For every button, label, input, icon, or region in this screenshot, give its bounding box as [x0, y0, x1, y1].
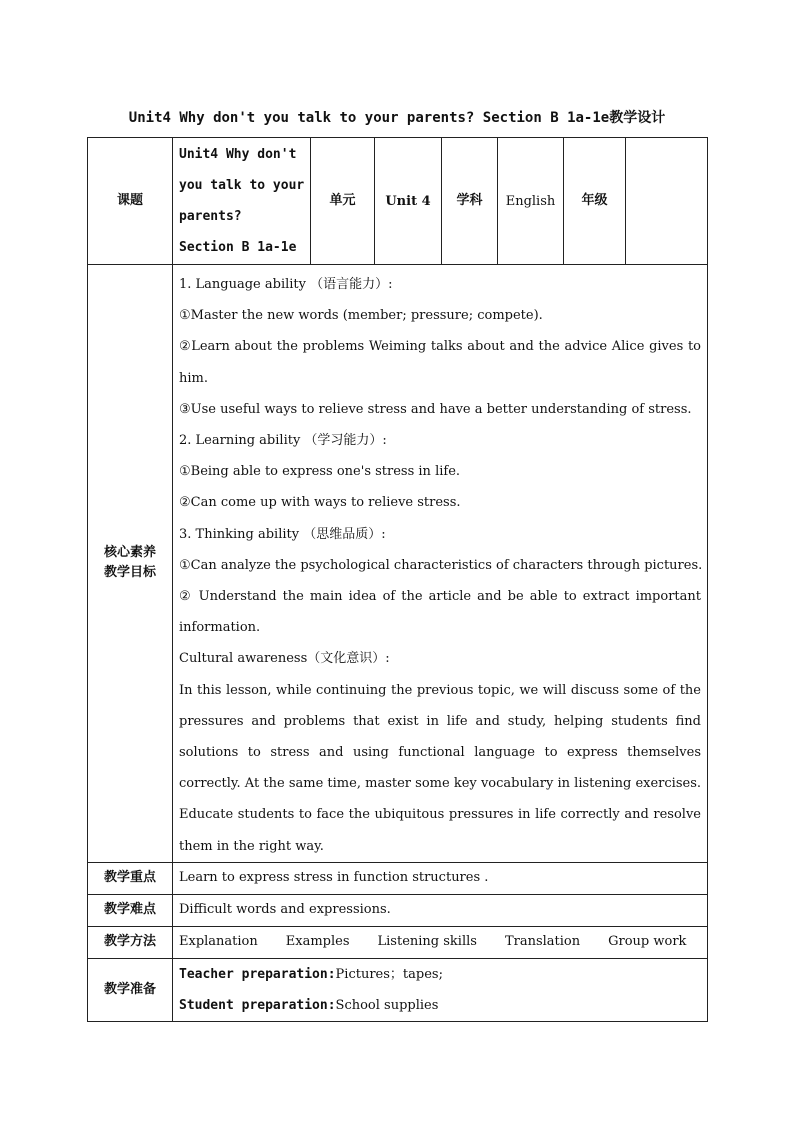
objective-item: ①Master the new words (member; pressure; compete). — [179, 308, 543, 324]
topic-line: parents? — [179, 209, 242, 224]
objective-item: ② Understand the main idea of the article and be able to extract important — [179, 589, 701, 605]
cultural-awareness-text: In this lesson, while continuing the previous topic, we will discuss some of the pressures and problems that exist in life and study, helping students find solutions to stress and using functional language to express themselves correctly. At the same time, master some key vocabulary in listening exercises. Educate students to face the ubiquitous pressures in life correctly and resolve them in the right way. — [179, 682, 701, 854]
method-item: Explanation — [179, 934, 258, 950]
method-item: Examples — [285, 934, 350, 950]
preparation-row — [88, 958, 708, 1021]
objective-heading: 3. Thinking ability （思维品质）: — [179, 526, 386, 542]
method-item: Translation — [504, 934, 581, 950]
methods-row — [88, 926, 708, 958]
difficulties-label: 教学难点 — [88, 894, 173, 926]
teacher-preparation-key: Teacher preparation: — [179, 966, 336, 982]
key-points-value: Learn to express stress in function structures . — [173, 862, 708, 894]
teacher-preparation — [179, 959, 701, 990]
objectives-label-line: 核心素养 — [103, 545, 156, 561]
objectives-label — [88, 265, 173, 863]
objective-heading: Cultural awareness（文化意识）: — [179, 651, 390, 667]
unit-label: 单元 — [311, 138, 375, 265]
objective-item: ①Can analyze the psychological characteristics of characters through pictures. — [179, 557, 703, 573]
methods-value — [173, 926, 708, 958]
methods-list — [179, 927, 701, 957]
objective-item: ①Being able to express one's stress in life. — [179, 464, 461, 480]
preparation-label: 教学准备 — [88, 958, 173, 1021]
method-item: Group work — [608, 934, 687, 950]
key-points-label: 教学重点 — [88, 862, 173, 894]
objective-item-continued: him. — [179, 370, 208, 386]
student-preparation — [179, 990, 701, 1021]
methods-label: 教学方法 — [88, 926, 173, 958]
subject-label: 学科 — [442, 138, 498, 265]
student-preparation-value: School supplies — [335, 997, 439, 1013]
topic-line: you talk to your — [179, 178, 305, 193]
difficulties-row — [88, 894, 708, 926]
topic-value — [173, 138, 311, 265]
header-row — [88, 138, 708, 265]
objectives-content — [173, 265, 708, 863]
grade-label: 年级 — [564, 138, 626, 265]
key-points-row — [88, 862, 708, 894]
objective-heading: 1. Language ability （语言能力）: — [179, 277, 393, 292]
topic-line: Section B 1a-1e — [179, 240, 297, 255]
preparation-value — [173, 958, 708, 1021]
teacher-preparation-value: Pictures；tapes; — [335, 966, 443, 982]
objectives-label-line: 教学目标 — [103, 565, 156, 581]
student-preparation-key: Student preparation: — [179, 997, 336, 1013]
objective-item: ②Can come up with ways to relieve stress. — [179, 495, 461, 511]
objective-item-continued: information. — [179, 620, 261, 636]
lesson-plan-table — [87, 137, 708, 1022]
objective-item: ②Learn about the problems Weiming talks about and the advice Alice gives to — [179, 339, 701, 355]
method-item: Listening skills — [377, 934, 477, 950]
topic-label: 课题 — [88, 138, 173, 265]
cultural-awareness-paragraph — [179, 675, 701, 862]
objective-item: ③Use useful ways to relieve stress and have a better understanding of stress. — [179, 401, 692, 417]
objective-heading: 2. Learning ability （学习能力）: — [179, 433, 387, 449]
grade-value — [626, 138, 708, 265]
subject-value: English — [498, 138, 564, 265]
unit-value: Unit 4 — [375, 138, 442, 265]
document-title: Unit4 Why don't you talk to your parents? Section B 1a-1e教学设计 — [128, 110, 666, 126]
difficulties-value: Difficult words and expressions. — [173, 894, 708, 926]
topic-line: Unit4 Why don't — [179, 147, 297, 162]
objectives-row — [88, 265, 708, 863]
